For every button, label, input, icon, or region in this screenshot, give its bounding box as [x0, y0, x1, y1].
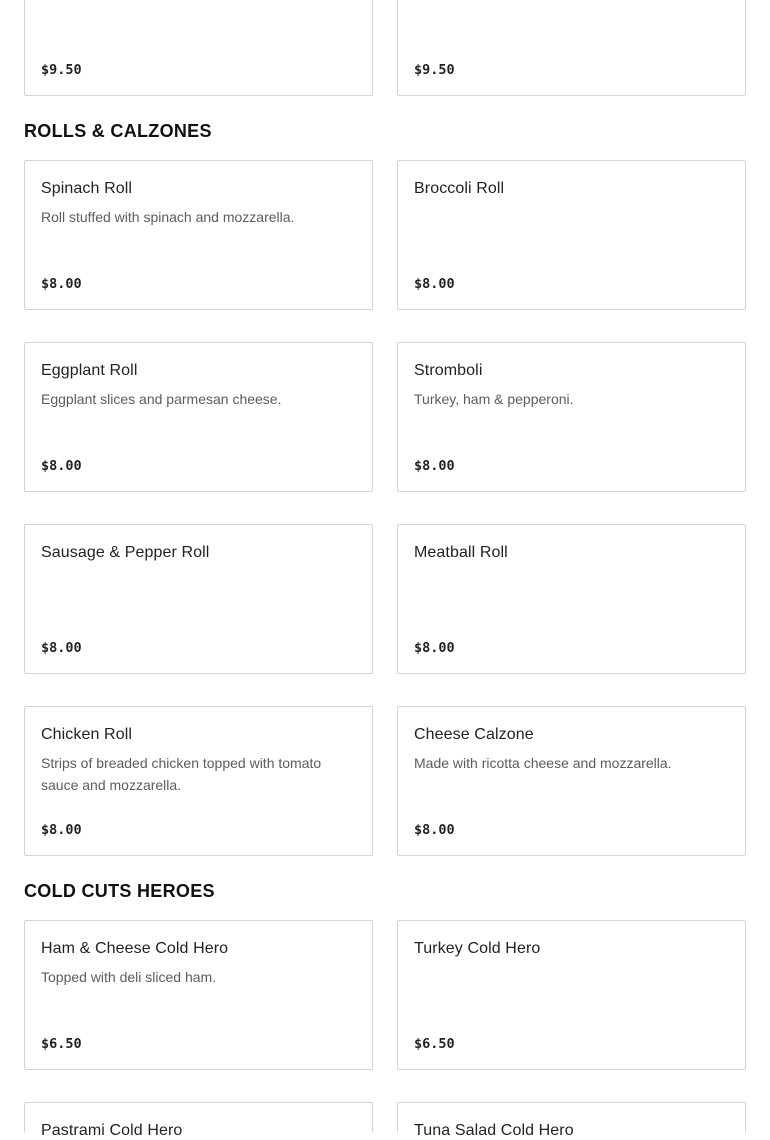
- item-name: Pastrami Cold Hero: [41, 1122, 183, 1139]
- menu-item-spinach-roll[interactable]: [24, 160, 373, 310]
- menu-item-eggplant-roll[interactable]: [24, 342, 373, 492]
- menu-item-pastrami-cold-hero[interactable]: [24, 1102, 373, 1139]
- menu-item-card[interactable]: [24, 0, 373, 96]
- item-description: Turkey, ham & pepperoni.: [414, 391, 574, 407]
- section-title-rolls-calzones: ROLLS & CALZONES: [24, 121, 212, 141]
- item-name: Ham & Cheese Cold Hero: [41, 940, 229, 957]
- item-name: Broccoli Roll: [414, 180, 505, 197]
- item-name: Sausage & Pepper Roll: [41, 544, 210, 561]
- menu-item-chicken-roll[interactable]: [24, 706, 373, 856]
- item-price: $8.00: [414, 640, 455, 656]
- item-description: Strips of breaded chicken topped with tomato sauce and mozzarella.: [41, 755, 322, 793]
- item-name: Stromboli: [414, 362, 483, 379]
- item-price: $8.00: [414, 276, 455, 292]
- menu-item-broccoli-roll[interactable]: [397, 160, 746, 310]
- item-price: $8.00: [41, 822, 82, 838]
- item-name: Eggplant Roll: [41, 362, 138, 379]
- item-name: Turkey Cold Hero: [414, 940, 541, 957]
- item-name: Spinach Roll: [41, 180, 133, 197]
- item-description: Roll stuffed with spinach and mozzarella.: [41, 209, 295, 225]
- item-price: $8.00: [41, 640, 82, 656]
- menu-item-sausage-pepper-roll[interactable]: [24, 524, 373, 674]
- menu-item-tuna-salad-cold-hero[interactable]: [397, 1102, 746, 1139]
- menu-item-cheese-calzone[interactable]: [397, 706, 746, 856]
- item-name: Cheese Calzone: [414, 726, 534, 743]
- item-price: $6.50: [414, 1036, 455, 1052]
- item-price: $8.00: [414, 458, 455, 474]
- item-price: $8.00: [41, 276, 82, 292]
- menu-item-turkey-cold-hero[interactable]: [397, 920, 746, 1070]
- item-price: $9.50: [414, 62, 455, 78]
- menu-item-stromboli[interactable]: [397, 342, 746, 492]
- item-description: Topped with deli sliced ham.: [41, 969, 217, 985]
- menu-item-ham-cheese-cold-hero[interactable]: [24, 920, 373, 1070]
- item-name: Chicken Roll: [41, 726, 133, 743]
- item-price: $6.50: [41, 1036, 82, 1052]
- item-price: $8.00: [41, 458, 82, 474]
- section-title-cold-cuts-heroes: COLD CUTS HEROES: [24, 881, 215, 901]
- menu-item-meatball-roll[interactable]: [397, 524, 746, 674]
- item-name: Meatball Roll: [414, 544, 508, 561]
- item-description: Made with ricotta cheese and mozzarella.: [414, 755, 672, 771]
- menu-item-card[interactable]: [397, 0, 746, 96]
- item-price: $8.00: [414, 822, 455, 838]
- item-name: Tuna Salad Cold Hero: [414, 1122, 574, 1139]
- item-price: $9.50: [41, 62, 82, 78]
- item-description: Eggplant slices and parmesan cheese.: [41, 391, 282, 407]
